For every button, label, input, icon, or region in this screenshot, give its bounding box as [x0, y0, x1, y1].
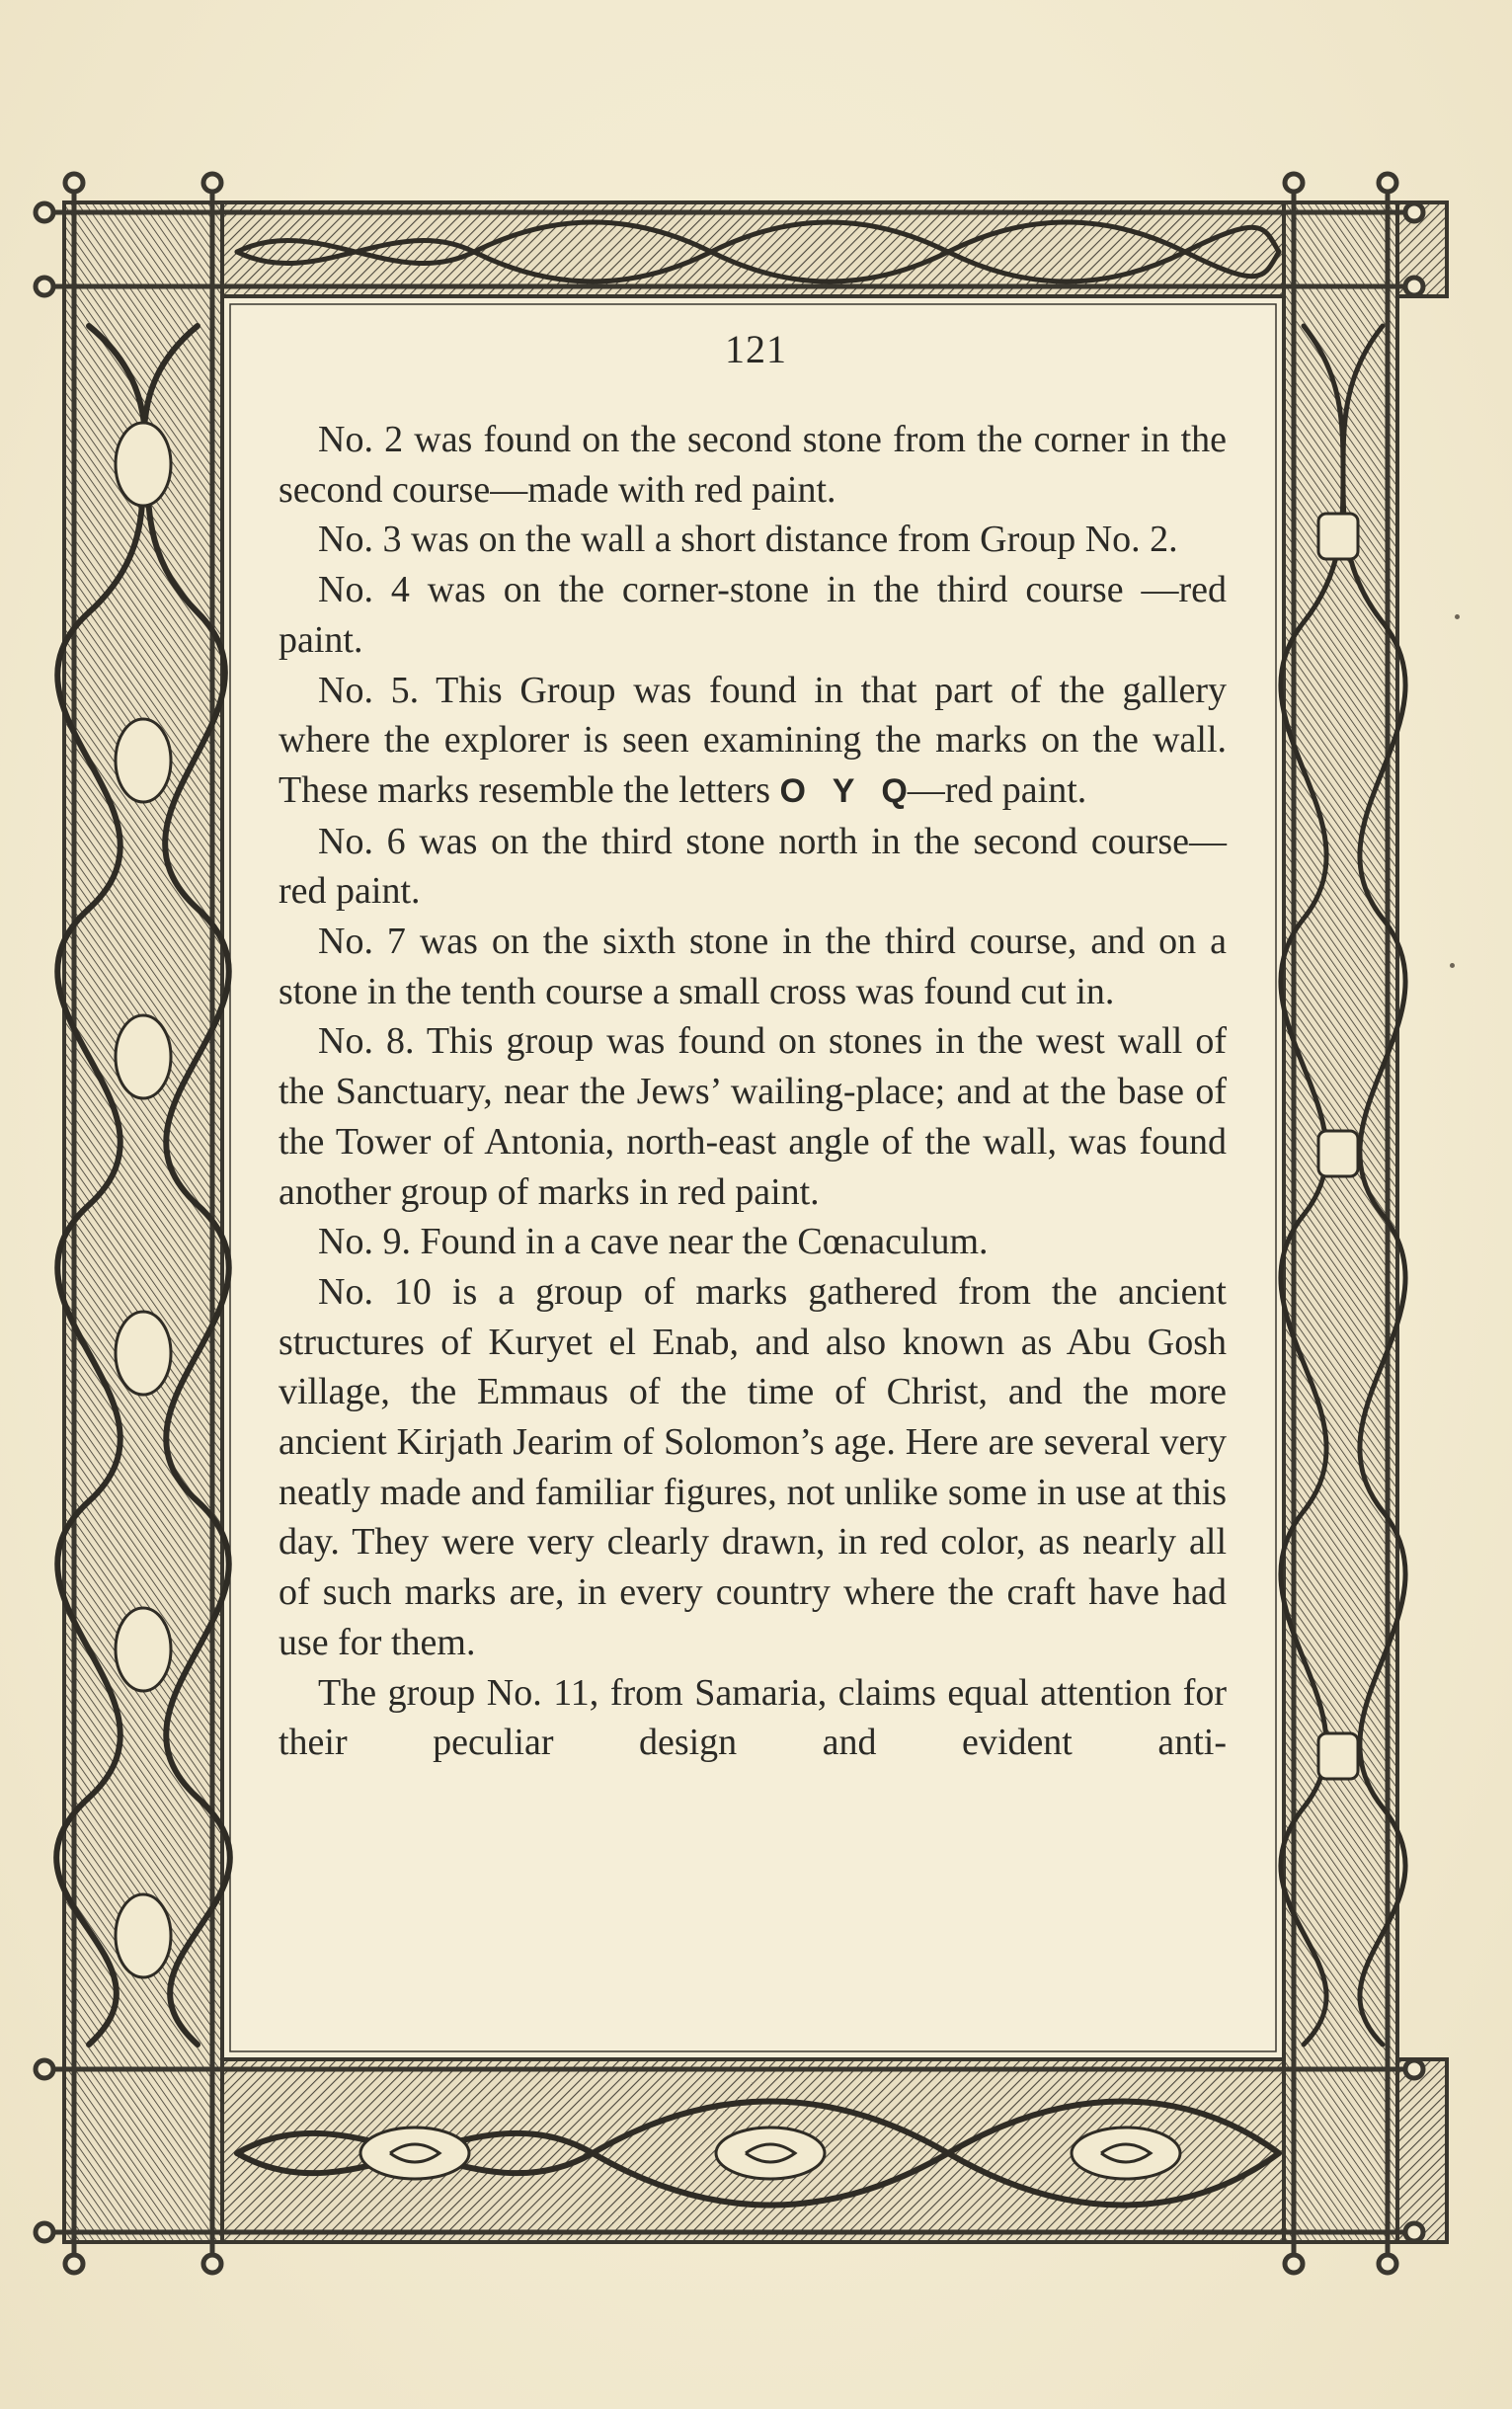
paragraph-no-5-tail: —red paint.	[907, 768, 1087, 811]
paragraph-no-7: No. 7 was on the sixth stone in the third course, and on a stone in the tenth course a small cross was found cut in.	[279, 921, 1227, 1012]
paragraph-no-4: No. 4 was on the corner-stone in the third course —red paint.	[279, 569, 1227, 661]
print-speck	[1455, 614, 1460, 619]
paragraph-no-8: No. 8. This group was found on stones in the west wall of the Sanctuary, near the Jews’ wailing-place; and at the base of the Tower of Antonia, north-east angle of the wall, was found another group of marks in red paint.	[279, 1020, 1227, 1213]
paragraph-no-3: No. 3 was on the wall a short distance from Group No. 2.	[318, 519, 1178, 561]
text-body	[279, 415, 1227, 1768]
letters-o-y-q: O Y Q	[779, 771, 908, 810]
paragraph-no-6: No. 6 was on the third stone north in the second course—red paint.	[279, 820, 1227, 913]
print-speck	[1450, 963, 1455, 968]
paragraph-no-11: The group No. 11, from Samaria, claims equal attention for their peculiar design and evident anti-	[279, 1671, 1227, 1764]
paragraph-no-5	[279, 666, 1227, 817]
page-number: 121	[725, 327, 787, 371]
paragraph-no-2: No. 2 was found on the second stone from the corner in the second course—made with red paint.	[279, 419, 1227, 511]
paragraph-no-5-text: No. 5. This Group was found in that part of the gallery where the explorer is seen examining the marks on the wall. These marks resemble the letters	[279, 669, 1227, 811]
paragraph-no-9: No. 9. Found in a cave near the Cœnaculum.	[318, 1221, 989, 1263]
paragraph-no-10: No. 10 is a group of marks gathered from the ancient structures of Kuryet el Enab, and also known as Abu Gosh village, the Emmaus of the time of Christ, and the more ancient Kirjath Jearim of Solomon’s age. Here are several very neatly made and familiar figures, not unlike some in use at this day. They were very clearly drawn, in red color, as nearly all of such marks are, in every country where the craft have had use for them.	[279, 1270, 1227, 1663]
